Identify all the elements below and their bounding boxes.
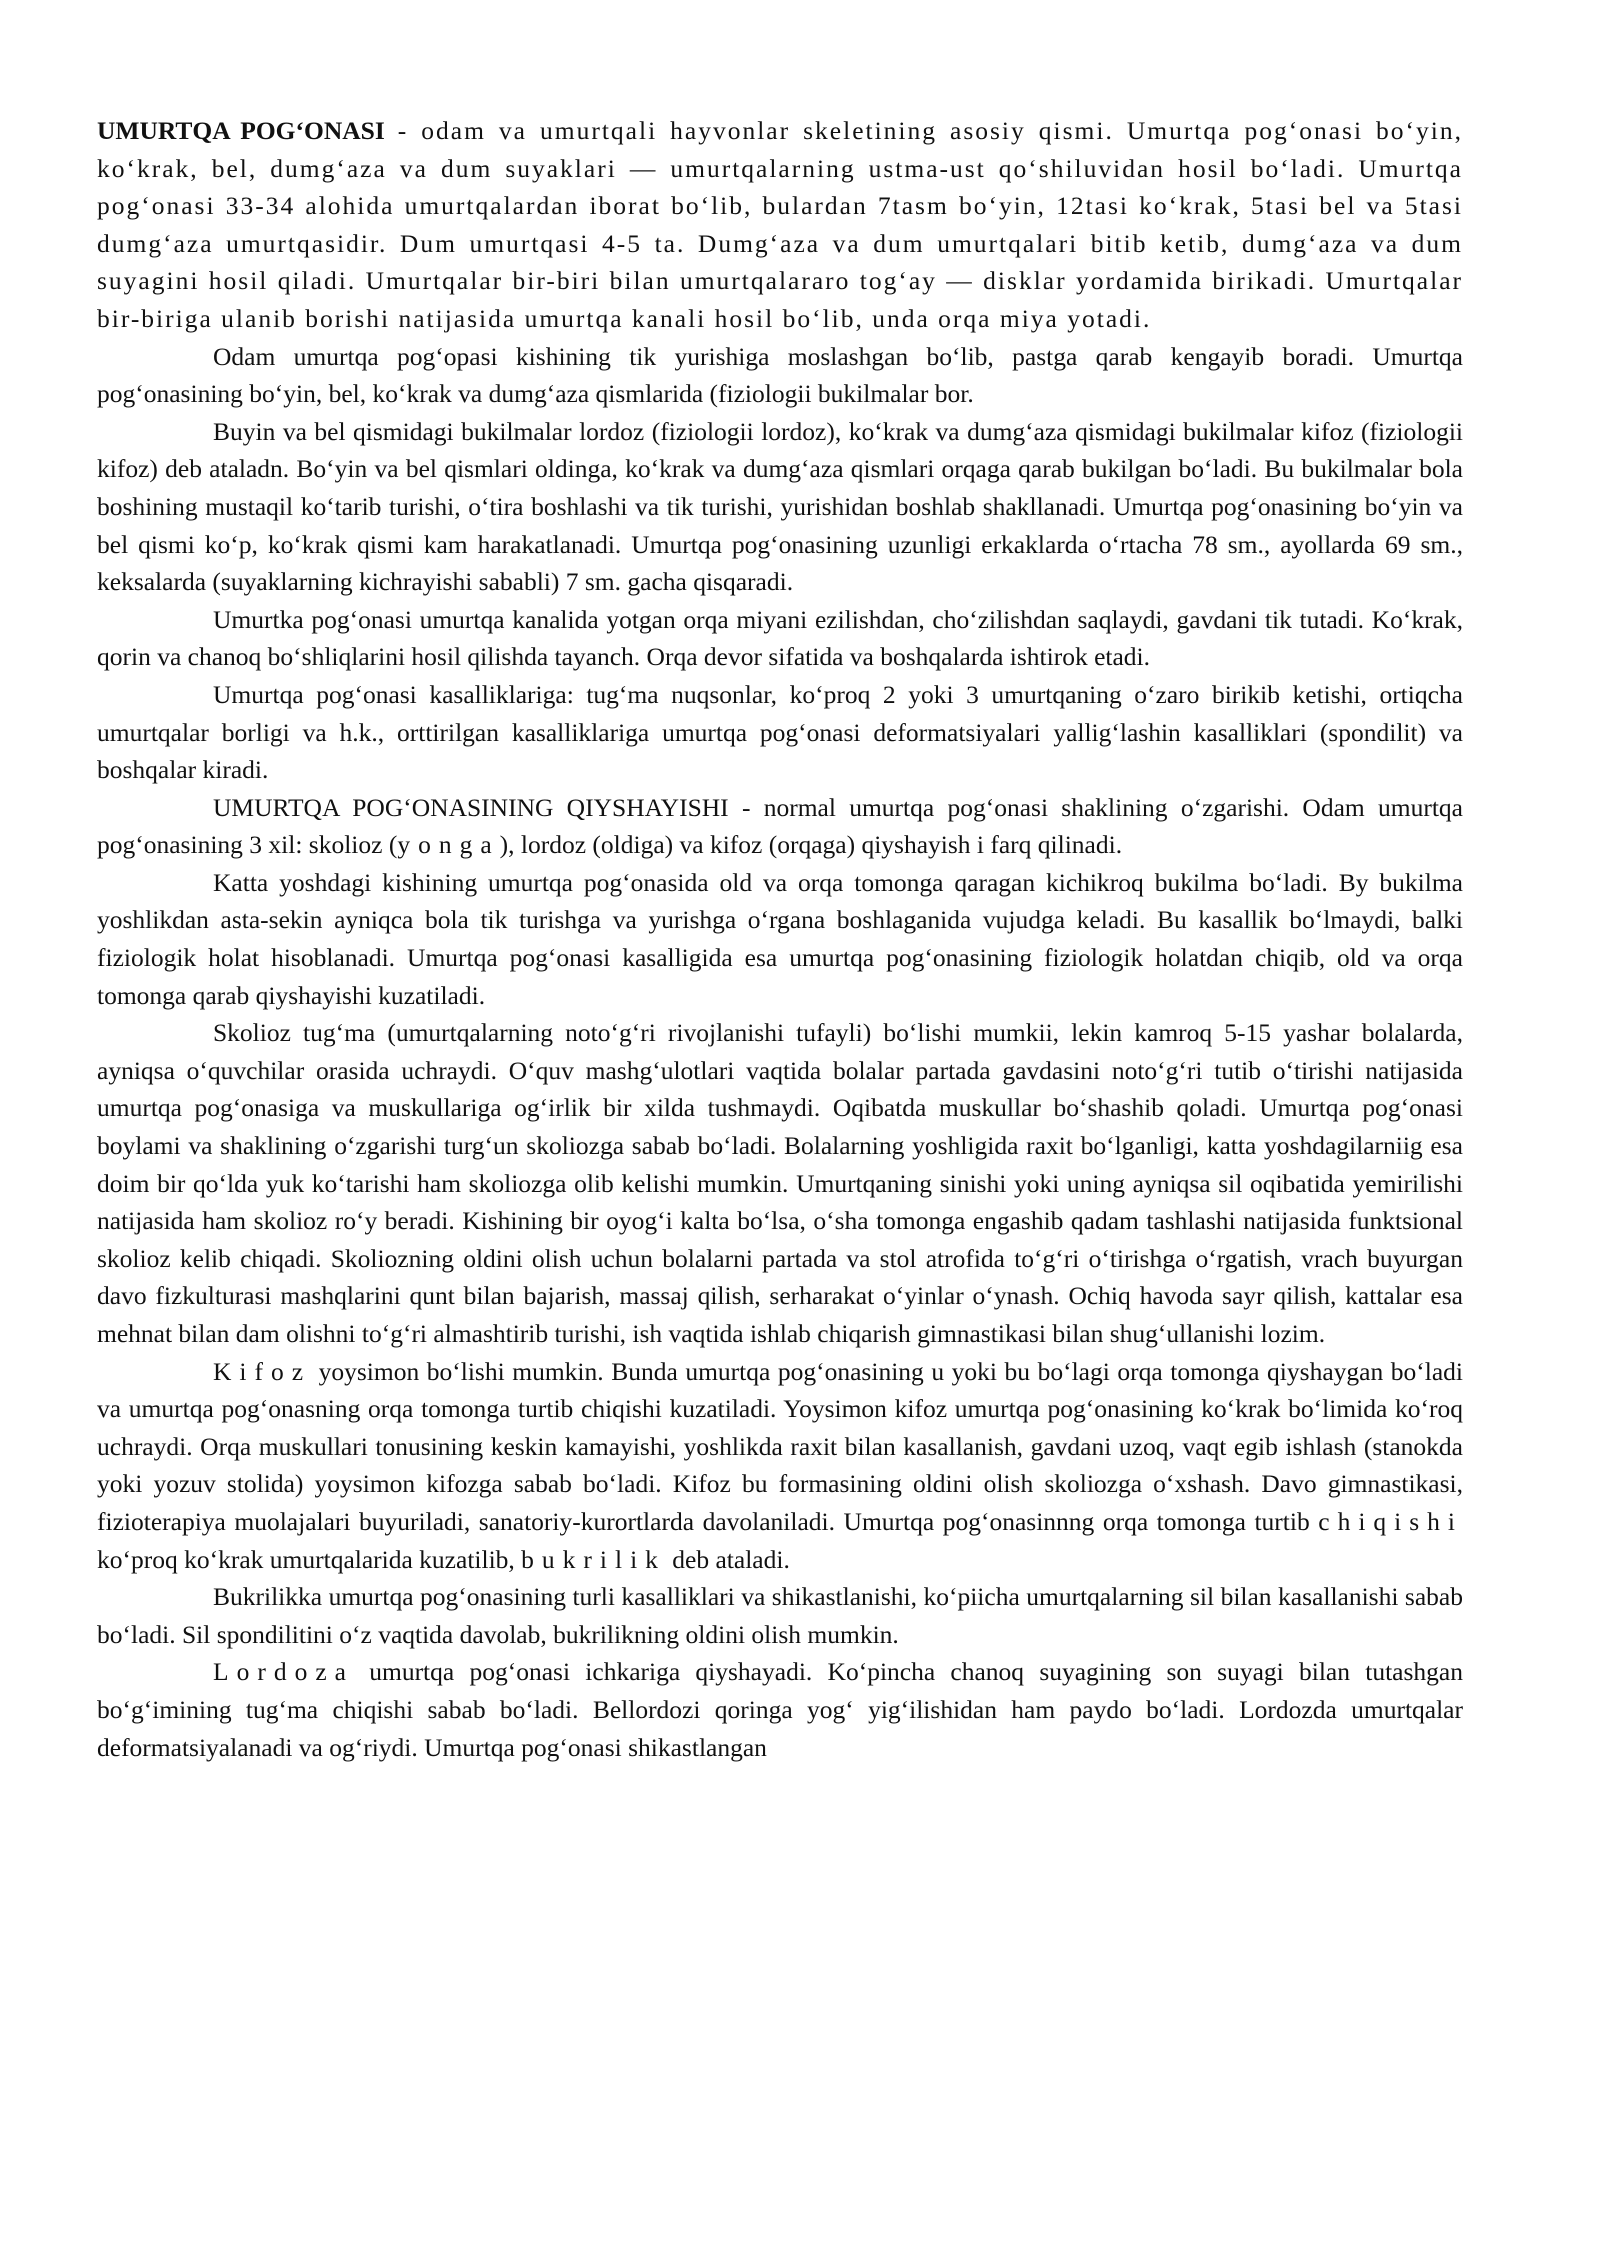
paragraph-9-text-b: yoysimon bo‘lishi mumkin. Bunda umurtqa pog‘onasining u yoki bu bo‘lagi orqa tomonga qiyshaygan bo‘ladi va umurtqa pog‘onasning orqa tomonga turtib chiqishi kuzatiladi. Yoysimon kifoz umurtqa pog‘onasining ko‘krak bo‘limida ko‘roq uchraydi. Orqa muskullari tonusining keskin kamayishi, yoshlikda raxit bilan kasallanish, gavdani uzoq, vaqt egib ishlash (stanokda yoki yozuv stolida) yoysimon kifozga sabab bo‘ladi. Kifoz bu formasining oldini olish skoliozga o‘xshash. Davo gimnastikasi, fizioterapiya muolajalari buyuriladi, sanatoriy-kurortlarda davolaniladi. Umurtqa pog‘onasinnng orqa tomonga turtib [97,1356,1463,1536]
paragraph-6-text-a: UMURTQA POG‘ONASINING QIYSHAYISHI - normal umurtqa pog‘onasi shaklining o‘zgarishi. Odam umurtqa pog‘onasining 3 xil: skolioz ( [97,792,1463,860]
paragraph-6-spaced-word: yonga [397,830,500,860]
paragraph-9-spaced-word: chiqishi [1318,1506,1463,1536]
paragraph-9-term-kifoz: Kifoz [213,1356,312,1386]
paragraph-8: Skolioz tug‘ma (umurtqalarning noto‘g‘ri rivojlanishi tufayli) bo‘lishi mumkii, lekin kamroq 5-15 yashar bolalarda, ayniqsa o‘quvchilar orasida uchraydi. O‘quv mashg‘ulotlari vaqtida bolalar partada gavdasini noto‘g‘ri tutib o‘tirishi natijasida umurtqa pog‘onasiga va muskullariga og‘irlik bir xilda tushmaydi. Oqibatda muskullar bo‘shashib qoladi. Umurtqa pog‘onasi boylami va shaklining o‘zgarishi turg‘un skoliozga sabab bo‘ladi. Bolalarning yoshligida raxit bo‘lganligi, katta yoshdagilarniig esa doim bir qo‘lda yuk ko‘tarishi ham skoliozga olib kelishi mumkin. Umurtqaning sinishi yoki uning ayniqsa sil oqibatida yemirilishi natijasida ham skolioz ro‘y beradi. Kishining bir oyog‘i kalta bo‘lsa, o‘sha tomonga engashib qadam tashlashi natijasida funktsional skolioz kelib chiqadi. Skoliozning oldini olish uchun bolalarni partada va stol atrofida to‘g‘ri o‘tirishga o‘rgatish, vrach buyurgan davo fizkulturasi mashqlarini qunt bilan bajarish, massaj qilish, serharakat o‘yinlar o‘ynash. Ochiq havoda sayr qilish, kattalar esa mehnat bilan dam olishni to‘g‘ri almashtirib turishi, ish vaqtida ishlab chiqarish gimnastikasi bilan shug‘ullanishi lozim. [97,1018,1463,1348]
paragraph-11 [97,1653,1463,1766]
paragraph-11-text-b: umurtqa pog‘onasi ichkariga qiyshayadi. Ko‘pincha chanoq suyagining son suyagi bilan tutashgan bo‘g‘imining tug‘ma chiqishi sabab bo‘ladi. Bellordozi qoringa yog‘ yig‘ilishidan ham paydo bo‘ladi. Lordozda umurtqalar deformatsiyalanadi va og‘riydi. Umurtqa pog‘onasi shikastlangan [97,1657,1463,1762]
document-heading: UMURTQA POG‘ONASI [97,116,385,145]
paragraph-3: Buyin va bel qismidagi bukilmalar lordoz (fiziologii lordoz), ko‘krak va dumg‘aza qismidagi bukilmalar kifoz (fiziologii kifoz) deb ataladn. Bo‘yin va bel qismlari oldinga, ko‘krak va dumg‘aza qismlari orqaga qarab bukilgan bo‘ladi. Bu bukilmalar bola boshining mustaqil ko‘tarib turishi, o‘tira boshlashi va tik turishi, yurishidan boshlab shakllanadi. Umurtqa pog‘onasining bo‘yin va bel qismi ko‘p, ko‘krak qismi kam harakatlanadi. Umurtqa pog‘onasining uzunligi erkaklarda o‘rtacha 78 sm., ayollarda 69 sm., keksalarda (suyaklarning kichrayishi sababli) 7 sm. gacha qisqaradi. [97,416,1463,597]
paragraph-9-term-bukrilik: bukrilik [521,1544,666,1574]
paragraph-9 [97,1353,1463,1579]
paragraph-9-text-f: deb ataladi. [665,1544,790,1574]
paragraph-5: Umurtqa pog‘onasi kasalliklariga: tug‘ma nuqsonlar, ko‘proq 2 yoki 3 umurtqaning o‘zaro birikib ketishi, ortiqcha umurtqalar borligi va h.k., orttirilgan kasalliklariga umurtqa pog‘onasi deformatsiyalari yallig‘lashin kasalliklari (spondilit) va boshqalar kiradi. [97,679,1463,785]
paragraph-10: Bukrilikka umurtqa pog‘onasining turli kasalliklari va shikastlanishi, ko‘piicha umurtqalarning sil bilan kasallanishi sabab bo‘ladi. Sil spondilitini o‘z vaqtida davolab, bukrilikning oldini olish mumkin. [97,1582,1463,1649]
paragraph-1 [97,112,1463,338]
paragraph-4: Umurtka pog‘onasi umurtqa kanalida yotgan orqa miyani ezilishdan, cho‘zilishdan saqlaydi, gavdani tik tutadi. Ko‘krak, qorin va chanoq bo‘shliqlarini hosil qilishda tayanch. Orqa devor sifatida va boshqalarda ishtirok etadi. [97,604,1463,672]
paragraph-1-text: - odam va umurtqali hayvonlar skeletining asosiy qismi. Umurtqa pog‘onasi bo‘yin, ko‘krak, bel, dumg‘aza va dum suyaklari — umurtqalarning ustma-ust qo‘shiluvidan hosil bo‘ladi. Umurtqa pog‘onasi 33-34 alohida umurtqalardan iborat bo‘lib, bulardan 7tasm bo‘yin, 12tasi ko‘krak, 5tasi bel va 5tasi dumg‘aza umurtqasidir. Dum umurtqasi 4-5 ta. Dumg‘aza va dum umurtqalari bitib ketib, dumg‘aza va dum suyagini hosil qiladi. Umurtqalar bir-biri bilan umurtqalararo tog‘ay — disklar yordamida birikadi. Umurtqalar bir-biriga ulanib borishi natijasida umurtqa kanali hosil bo‘lib, unda orqa miya yotadi. [97,116,1463,333]
paragraph-7: Katta yoshdagi kishining umurtqa pog‘onasida old va orqa tomonga qaragan kichikroq bukilma bo‘ladi. By bukilma yoshlikdan asta-sekin ayniqca bola tik turishga va yurishga o‘rgana boshlaganida vujudga keladi. Bu kasallik bo‘lmaydi, balki fiziologik holat hisoblanadi. Umurtqa pog‘onasi kasalligida esa umurtqa pog‘onasining fiziologik holatdan chiqib, old va orqa tomonga qarab qiyshayishi kuzatiladi. [97,867,1463,1010]
paragraph-6 [97,789,1463,864]
document-page [97,112,1463,1766]
paragraph-6-text-c: ), lordoz (oldiga) va kifoz (orqaga) qiyshayish i farq qilinadi. [499,830,1123,860]
paragraph-11-term-lordoza: Lordoza [213,1657,354,1687]
paragraph-2: Odam umurtqa pog‘opasi kishining tik yurishiga moslashgan bo‘lib, pastga qarab kengayib boradi. Umurtqa pog‘onasining bo‘yin, bel, ko‘krak va dumg‘aza qismlarida (fiziologii bukilmalar bor. [97,341,1463,409]
paragraph-9-text-d: ko‘proq ko‘krak umurtqalarida kuzatilib, [97,1544,522,1574]
